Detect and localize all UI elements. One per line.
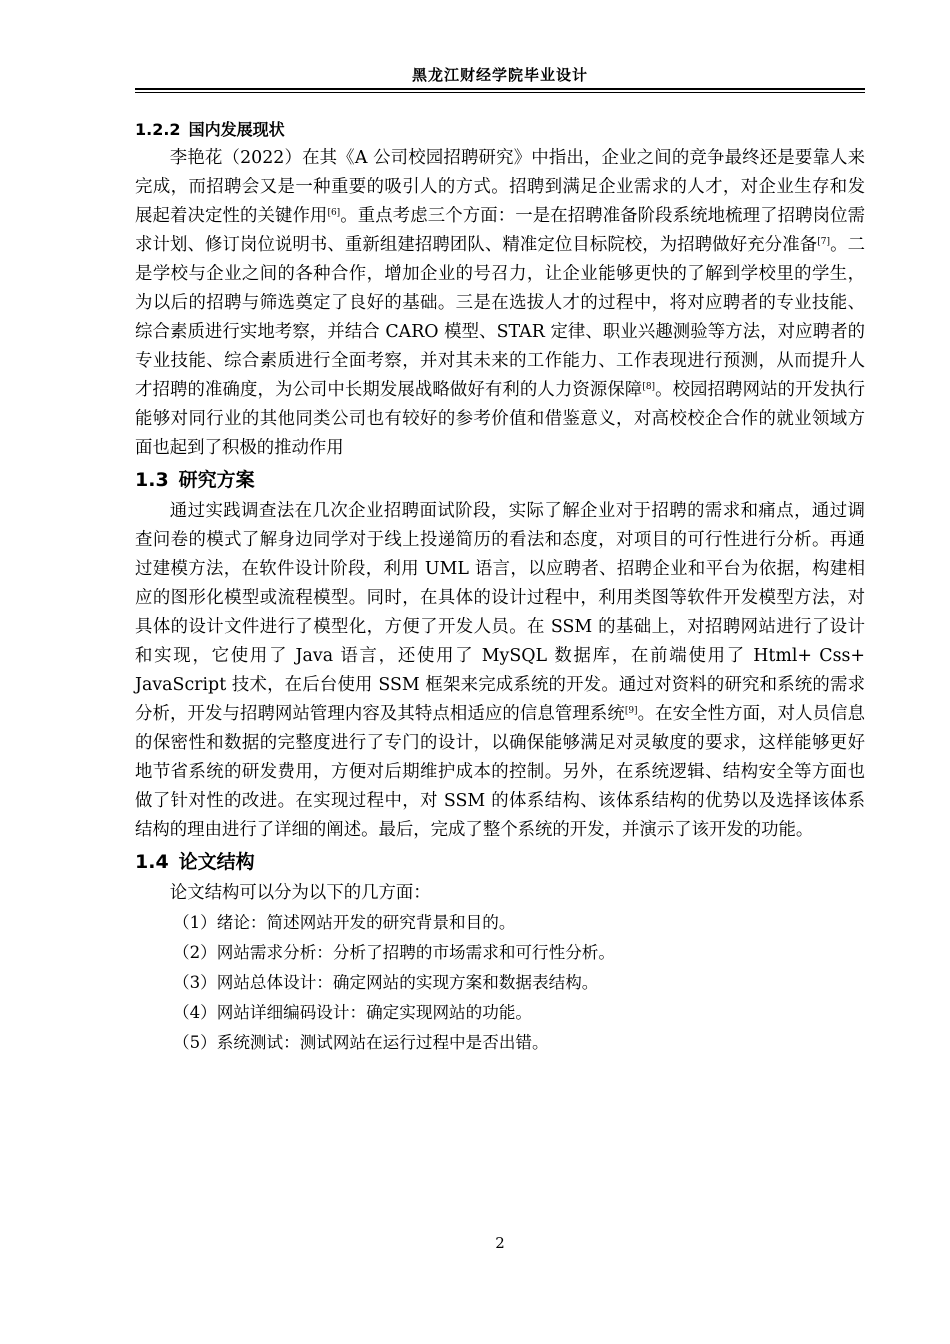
paragraph-text: 。校园招聘网站的开发执行能够对同行业的其他同类公司也有较好的参考价值和借鉴意义，对高校校企合作的就业领域方面也起到了积极的推动作用: [135, 380, 865, 458]
section-title: 论文结构: [178, 851, 255, 873]
list-item: （1）绪论：简述网站开发的研究背景和目的。: [173, 913, 516, 932]
paragraph-text: 。二是学校与企业之间的各种合作，增加企业的号召力，让企业能够更快的了解到学校里的学生，为以后的招聘与筛选奠定了良好的基础。三是在选拔人才的过程中，将对应聘者的专业技能、综合素质进行实地考察，并结合 CARO 模型、STAR 定律、职业兴趣测验等方法，对应聘者的专业技能、综合素质进行全面考察，并对其未来的工作能力、工作表现进行预测，从而提升人才招聘的准确度，为公司中长期发展战略做好有利的人力资源保障: [135, 235, 865, 400]
citation-9: [9]: [624, 706, 638, 716]
paragraph-text: 通过实践调查法在几次企业招聘面试阶段，实际了解企业对于招聘的需求和痛点，通过调查问卷的模式了解身边同学对于线上投递简历的看法和态度，对项目的可行性进行分析。再通过建模方法，在软件设计阶段，利用 UML 语言，以应聘者、招聘企业和平台为依据，构建相应的图形化模型或流程模型。同时，在具体的设计过程中，利用类图等软件开发模型方法，对具体的设计文件进行了模型化，方便了开发人员。在 SSM 的基础上，对招聘网站进行了设计和实现，它使用了 Java 语言，还使用了 MySQL 数据库，在前端使用了 Html+ Css+ JavaScript 技术，在后台使用 SSM 框架来完成系统的开发。通过对资料的研究和系统的需求分析，开发与招聘网站管理内容及其特点相适应的信息管理系统: [135, 501, 865, 724]
subsection-number: 1.2.2: [135, 120, 181, 139]
paragraph-structure-intro: 论文结构可以分为以下的几方面：: [169, 883, 431, 903]
paragraph-text: 李艳花（2022）在其《A 公司校园招聘研究》中指出，企业之间的竞争最终还是要靠人来完成，而招聘会又是一种重要的吸引人的方式。招聘到满足企业需求的人才，对企业生存和发展起着决定性的关键作用: [135, 148, 865, 226]
citation-8: [8]: [642, 382, 656, 392]
paragraph-text: 。重点考虑三个方面：一是在招聘准备阶段系统地梳理了招聘岗位需求计划、修订岗位说明书、重新组建招聘团队、精准定位目标院校，为招聘做好充分准备: [135, 206, 865, 255]
list-item: （3）网站总体设计：确定网站的实现方案和数据表结构。: [173, 973, 599, 992]
section-number: 1.4: [135, 851, 169, 873]
page-body: [135, 116, 865, 1058]
subsection-heading-1-2-2: [135, 116, 865, 144]
list-item: （4）网站详细编码设计：确定实现网站的功能。: [173, 1003, 533, 1022]
header-rule-thin: [135, 92, 865, 93]
header-rule-thick: [135, 88, 865, 90]
paragraph-research-plan: [135, 497, 865, 845]
section-heading-1-3: [135, 463, 865, 497]
paragraph-domestic-status: [135, 144, 865, 463]
section-heading-1-4: [135, 845, 865, 879]
subsection-title: 国内发展现状: [188, 120, 285, 139]
list-item: （5）系统测试：测试网站在运行过程中是否出错。: [173, 1033, 549, 1052]
section-number: 1.3: [135, 469, 169, 491]
running-header: 黑龙江财经学院毕业设计: [411, 66, 588, 84]
section-title: 研究方案: [178, 469, 255, 491]
page-number: 2: [495, 1234, 505, 1252]
list-item: （2）网站需求分析：分析了招聘的市场需求和可行性分析。: [173, 943, 615, 962]
citation-6: [6]: [327, 208, 341, 218]
citation-7: [7]: [817, 237, 830, 247]
paragraph-text: 。在安全性方面，对人员信息的保密性和数据的完整度进行了专门的设计，以确保能够满足对灵敏度的要求，这样能够更好地节省系统的研发费用，方便对后期维护成本的控制。另外，在系统逻辑、结构安全等方面也做了针对性的改进。在实现过程中，对 SSM 的体系结构、该体系结构的优势以及选择该体系结构的理由进行了详细的阐述。最后，完成了整个系统的开发，并演示了该开发的功能。: [135, 704, 865, 840]
structure-list: [135, 908, 865, 1058]
